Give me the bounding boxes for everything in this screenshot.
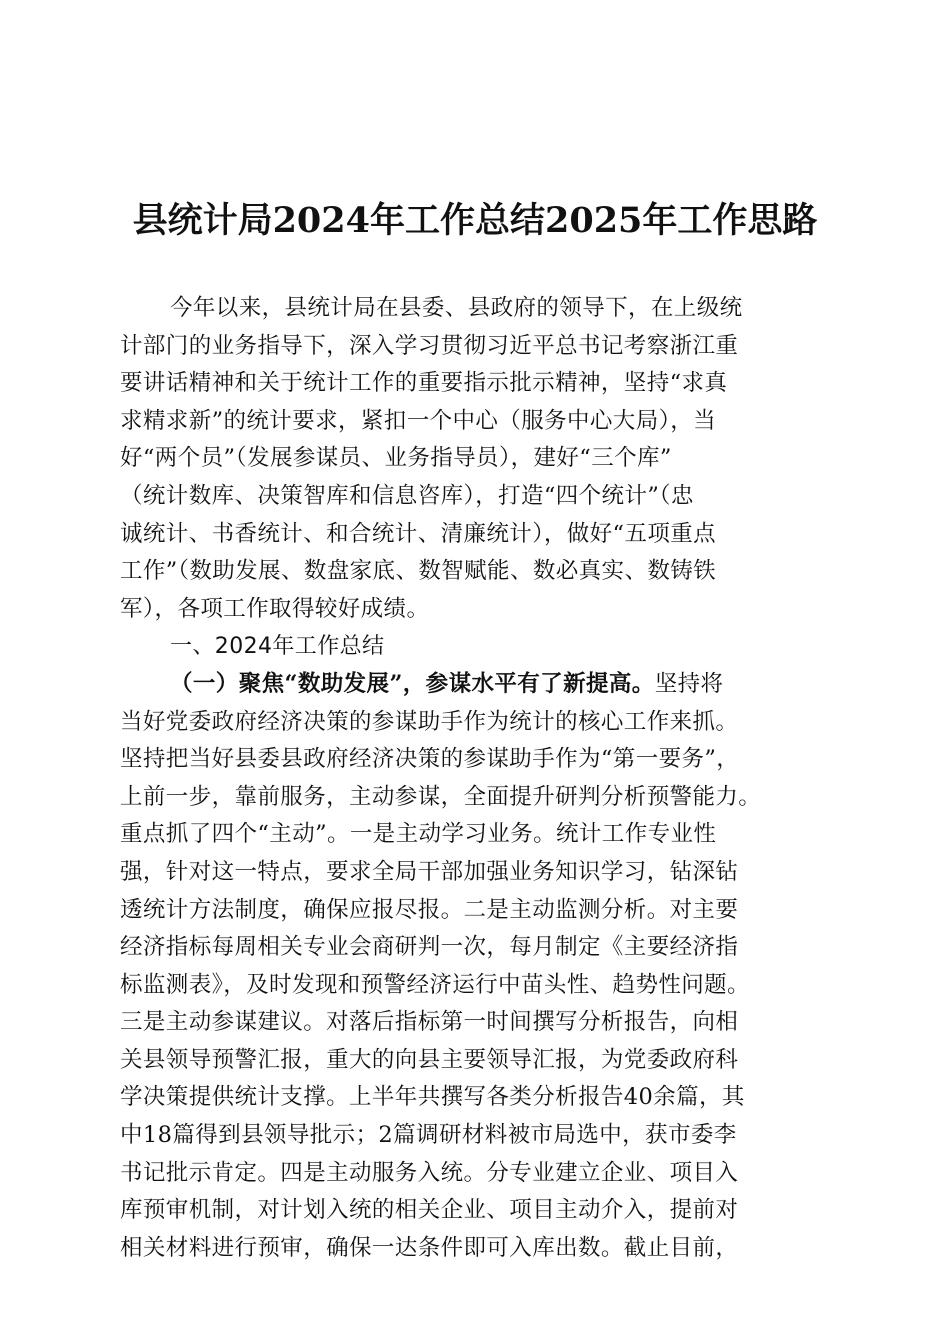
paragraph-line: 今年以来，县统计局在县委、县政府的领导下，在上级统 — [170, 295, 743, 321]
paragraph-line — [120, 666, 835, 704]
paragraph-line: 求精求新”的统计要求，紧扣一个中心（服务中心大局），当 — [120, 407, 717, 434]
paragraph-line: 中18篇得到县领导批示；2篇调研材料被市局选中，获市委李 — [120, 1122, 737, 1149]
paragraph-line: 重点抓了四个“主动”。一是主动学习业务。统计工作专业性 — [120, 821, 717, 848]
paragraph-line: 透统计方法制度，确保应报尽报。二是主动监测分析。对主要 — [120, 896, 739, 923]
document-body — [120, 290, 835, 1267]
subsection-lead-rest: 坚持将 — [654, 670, 724, 697]
paragraph-line: 计部门的业务指导下，深入学习贯彻习近平总书记考察浙江重 — [120, 332, 739, 359]
paragraph-line: 书记批示肯定。四是主动服务入统。分专业建立企业、项目入 — [120, 1159, 739, 1186]
paragraph-line: 当好党委政府经济决策的参谋助手作为统计的核心工作来抓。 — [120, 708, 739, 735]
paragraph-line: 强，针对这一特点，要求全局干部加强业务知识学习，钻深钻 — [120, 858, 739, 885]
paragraph-line: 好“两个员”（发展参谋员、业务指导员），建好“三个库” — [120, 445, 672, 472]
paragraph-line: 经济指标每周相关专业会商研判一次，每月制定《主要经济指 — [120, 934, 739, 961]
subsection-heading: （一）聚焦“数助发展”，参谋水平有了新提高。 — [170, 670, 655, 697]
paragraph-line: 三是主动参谋建议。对落后指标第一时间撰写分析报告，向相 — [120, 1009, 739, 1036]
paragraph-line: 工作”（数助发展、数盘家底、数智赋能、数必真实、数铸铁 — [120, 558, 717, 585]
subsection-paragraph — [120, 666, 835, 1268]
intro-paragraph — [120, 290, 835, 628]
paragraph-line: 关县领导预警汇报，重大的向县主要领导汇报，为党委政府科 — [120, 1046, 739, 1073]
paragraph-line: （统计数库、决策智库和信息咨库），打造“四个统计”（忠 — [120, 482, 694, 509]
section-heading: 一、2024年工作总结 — [170, 634, 385, 660]
paragraph-line: 相关材料进行预审，确保一达条件即可入库出数。截止目前， — [120, 1234, 739, 1261]
paragraph-line: 标监测表》，及时发现和预警经济运行中苗头性、趋势性问题。 — [120, 971, 750, 998]
paragraph-line: 坚持把当好县委县政府经济决策的参谋助手作为“第一要务”， — [120, 746, 740, 773]
paragraph-line: 军），各项工作取得较好成绩。 — [120, 595, 430, 622]
paragraph-line: 诚统计、书香统计、和合统计、清廉统计），做好“五项重点 — [120, 520, 717, 547]
paragraph-line: 上前一步，靠前服务，主动参谋，全面提升研判分析预警能力。 — [120, 783, 762, 810]
page-title: 县统计局2024年工作总结2025年工作思路 — [132, 200, 818, 241]
paragraph-line: 要讲话精神和关于统计工作的重要指示批示精神，坚持“求真 — [120, 370, 728, 397]
paragraph-line: 学决策提供统计支撑。上半年共撰写各类分析报告40余篇，其 — [120, 1084, 745, 1111]
paragraph-line: 库预审机制，对计划入统的相关企业、项目主动介入，提前对 — [120, 1197, 739, 1224]
